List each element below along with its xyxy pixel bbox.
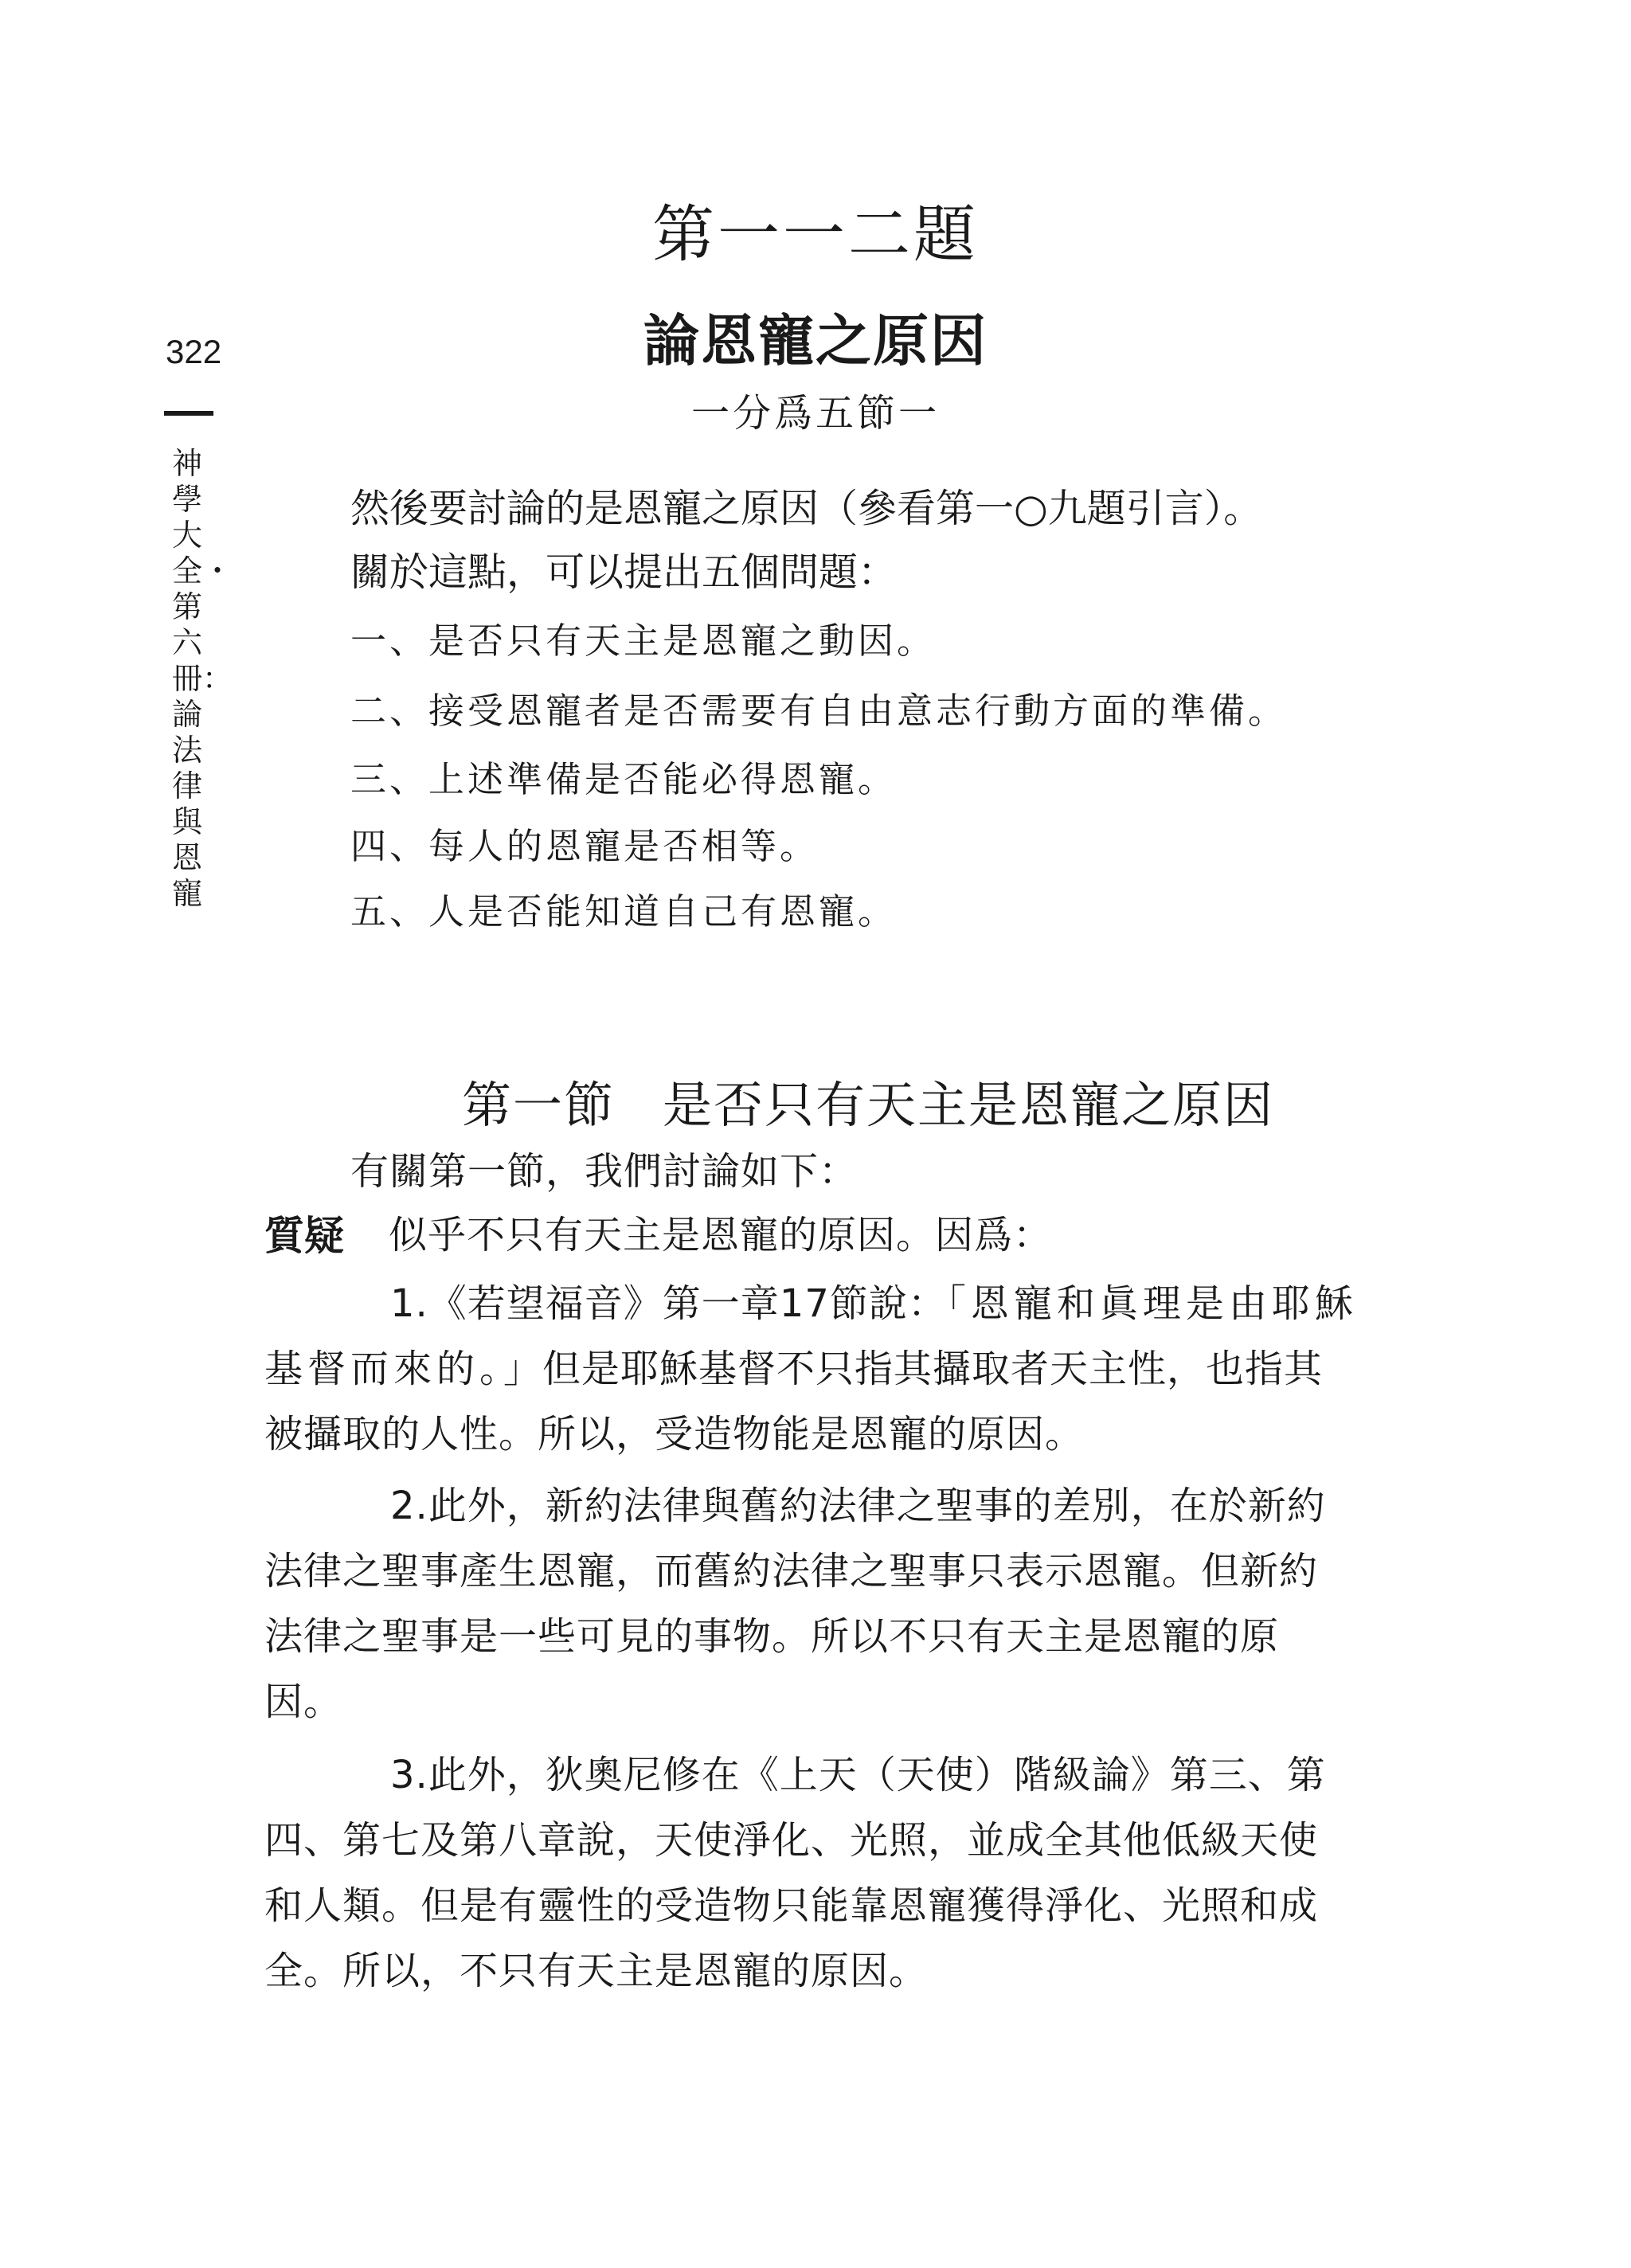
paragraph-2-line-4: 因。 bbox=[264, 1679, 343, 1724]
section-lead: 有關第一節，我們討論如下： bbox=[350, 1149, 859, 1194]
paragraph-3-line-2: 四、第七及第八章說，天使淨化、光照，並成全其他低級天使 bbox=[264, 1818, 1319, 1863]
p1-quote-cont: 基督而來的。 bbox=[264, 1347, 504, 1391]
p1-quote: 「恩寵和眞理是由耶穌 bbox=[946, 1281, 1358, 1326]
p1-text: 1.《若望福音》第一章17節說： bbox=[390, 1281, 947, 1326]
page-number: 322 bbox=[166, 333, 222, 370]
chapter-number: 第一一二題 bbox=[651, 199, 979, 271]
section-title: 是否只有天主是恩寵之原因 bbox=[663, 1076, 1275, 1134]
paragraph-1-line-2 bbox=[264, 1338, 1323, 1393]
question-item: 二、接受恩寵者是否需要有自由意志行動方面的準備。 bbox=[350, 690, 1288, 732]
paragraph-1-line-3: 被攝取的人性。所以，受造物能是恩寵的原因。 bbox=[264, 1412, 1085, 1457]
intro-line-2: 關於這點，可以提出五個問題： bbox=[350, 549, 898, 595]
objection-label: 質疑 bbox=[264, 1213, 344, 1259]
paragraph-1-line-1 bbox=[390, 1273, 1358, 1328]
paragraph-2-line-1: 2.此外，新約法律與舊約法律之聖事的差別，在於新約 bbox=[390, 1484, 1326, 1528]
paragraph-3-line-3: 和人類。但是有靈性的受造物只能靠恩寵獲得淨化、光照和成 bbox=[264, 1883, 1319, 1928]
chapter-title: 論恩寵之原因 bbox=[643, 308, 988, 373]
chapter-subtitle: 一分爲五節一 bbox=[690, 391, 940, 436]
question-item: 三、上述準備是否能必得恩寵。 bbox=[350, 758, 898, 800]
paragraph-2-line-2: 法律之聖事產生恩寵，而舊約法律之聖事只表示恩寵。但新約 bbox=[264, 1549, 1319, 1593]
paragraph-3-line-4: 全。所以，不只有天主是恩寵的原因。 bbox=[264, 1949, 929, 1993]
objection-intro: 似乎不只有天主是恩寵的原因。因爲： bbox=[389, 1213, 1053, 1257]
running-head: 神學大全・第六冊：論法律與恩寵 bbox=[172, 446, 233, 911]
question-item: 五、人是否能知道自己有恩寵。 bbox=[350, 890, 898, 933]
section-number: 第一節 bbox=[462, 1076, 616, 1134]
p1-text-cont: 」但是耶穌基督不只指其攝取者天主性，也指其 bbox=[503, 1347, 1324, 1391]
paragraph-3-line-1: 3.此外，狄奧尼修在《上天（天使）階級論》第三、第 bbox=[390, 1753, 1326, 1797]
paragraph-2-line-3: 法律之聖事是一些可見的事物。所以不只有天主是恩寵的原 bbox=[264, 1614, 1280, 1659]
section-heading bbox=[462, 1066, 1274, 1136]
question-item: 一、是否只有天主是恩寵之動因。 bbox=[350, 620, 937, 662]
intro-line-1: 然後要討論的是恩寵之原因（參看第一○九題引言）。 bbox=[350, 486, 1263, 531]
question-item: 四、每人的恩寵是否相等。 bbox=[350, 825, 819, 867]
